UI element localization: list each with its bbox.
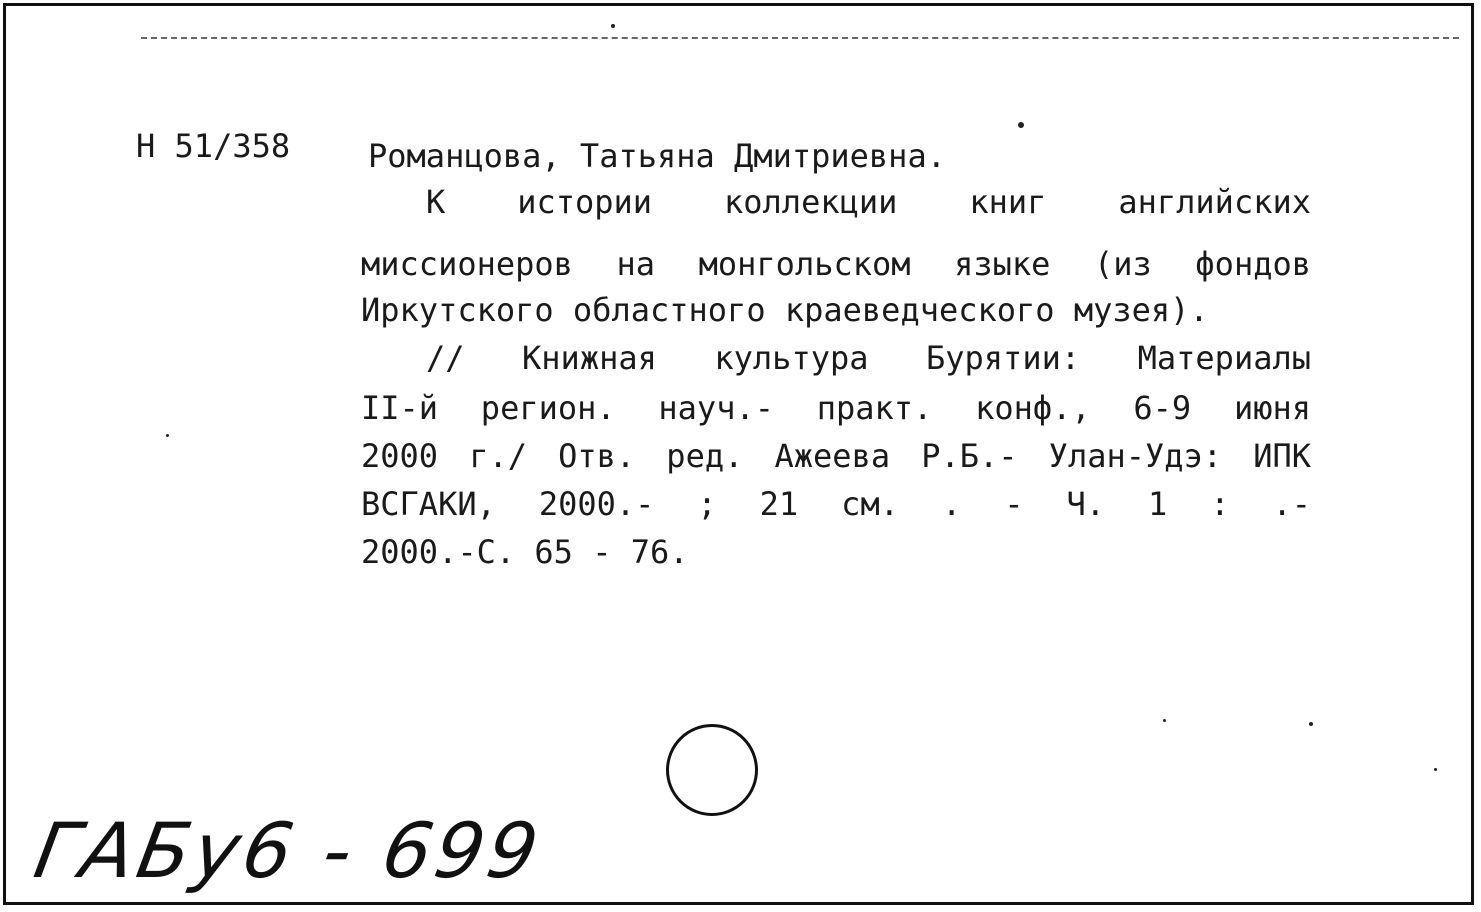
source-line-1: // Книжная культура Бурятии: Материалы xyxy=(426,339,1311,377)
ink-speck xyxy=(1309,722,1313,726)
ink-speck xyxy=(1163,719,1166,722)
handwritten-inventory-code: ГАБу6 - 699 xyxy=(28,806,549,895)
source-line-2: II-й регион. науч.- практ. конф., 6-9 июня xyxy=(361,389,1311,427)
title-line-1: К истории коллекции книг английских xyxy=(426,183,1311,221)
source-line-4: ВСГАКИ, 2000.- ; 21 см. . - Ч. 1 : .- xyxy=(361,485,1311,523)
top-dashed-rule xyxy=(141,37,1459,39)
punch-hole-icon xyxy=(666,724,758,816)
ink-speck xyxy=(1434,768,1437,771)
ink-speck xyxy=(166,434,169,437)
source-line-5: 2000.-С. 65 - 76. xyxy=(361,533,689,571)
shelf-mark: Н 51/358 xyxy=(136,127,291,165)
ink-speck xyxy=(1018,122,1024,128)
title-line-3: Иркутского областного краеведческого музея). xyxy=(361,291,1209,329)
catalog-card xyxy=(3,3,1474,905)
author-heading: Романцова, Татьяна Дмитриевна. xyxy=(368,137,946,175)
ink-speck xyxy=(611,24,615,28)
title-line-2: миссионеров на монгольском языке (из фондов xyxy=(361,245,1311,283)
source-line-3: 2000 г./ Отв. ред. Ажеева Р.Б.- Улан-Удэ: ИПК xyxy=(361,437,1311,475)
